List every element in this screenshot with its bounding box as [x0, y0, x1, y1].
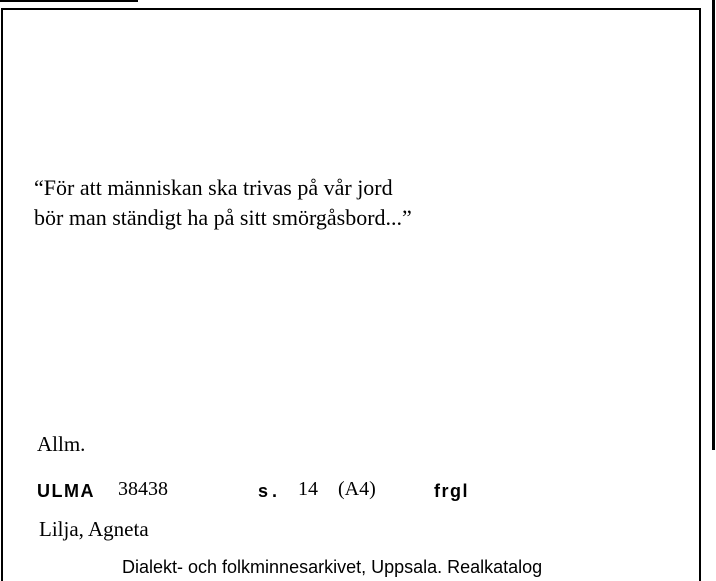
genre-tag: frgl: [434, 481, 469, 501]
page-number: 14: [298, 478, 318, 500]
quote-line-1: “För att människan ska trivas på vår jord: [34, 175, 393, 200]
card-right-edge-shadow: [712, 0, 715, 450]
page-prefix: s.: [258, 481, 282, 501]
quote-line-2: bör man ständigt ha på sitt smörgåsbord...”: [34, 205, 412, 230]
archive-footer: Dialekt- och folkminnesarkivet, Uppsala. Realkatalog: [122, 557, 543, 577]
archive-code: ULMA: [37, 481, 95, 501]
archive-number: 38438: [118, 478, 168, 500]
card-top-edge-fragment: [0, 0, 138, 2]
author-name: Lilja, Agneta: [39, 517, 149, 541]
page-format: (A4): [338, 478, 376, 500]
quote-text: [34, 173, 412, 233]
category-label: Allm.: [37, 432, 86, 456]
